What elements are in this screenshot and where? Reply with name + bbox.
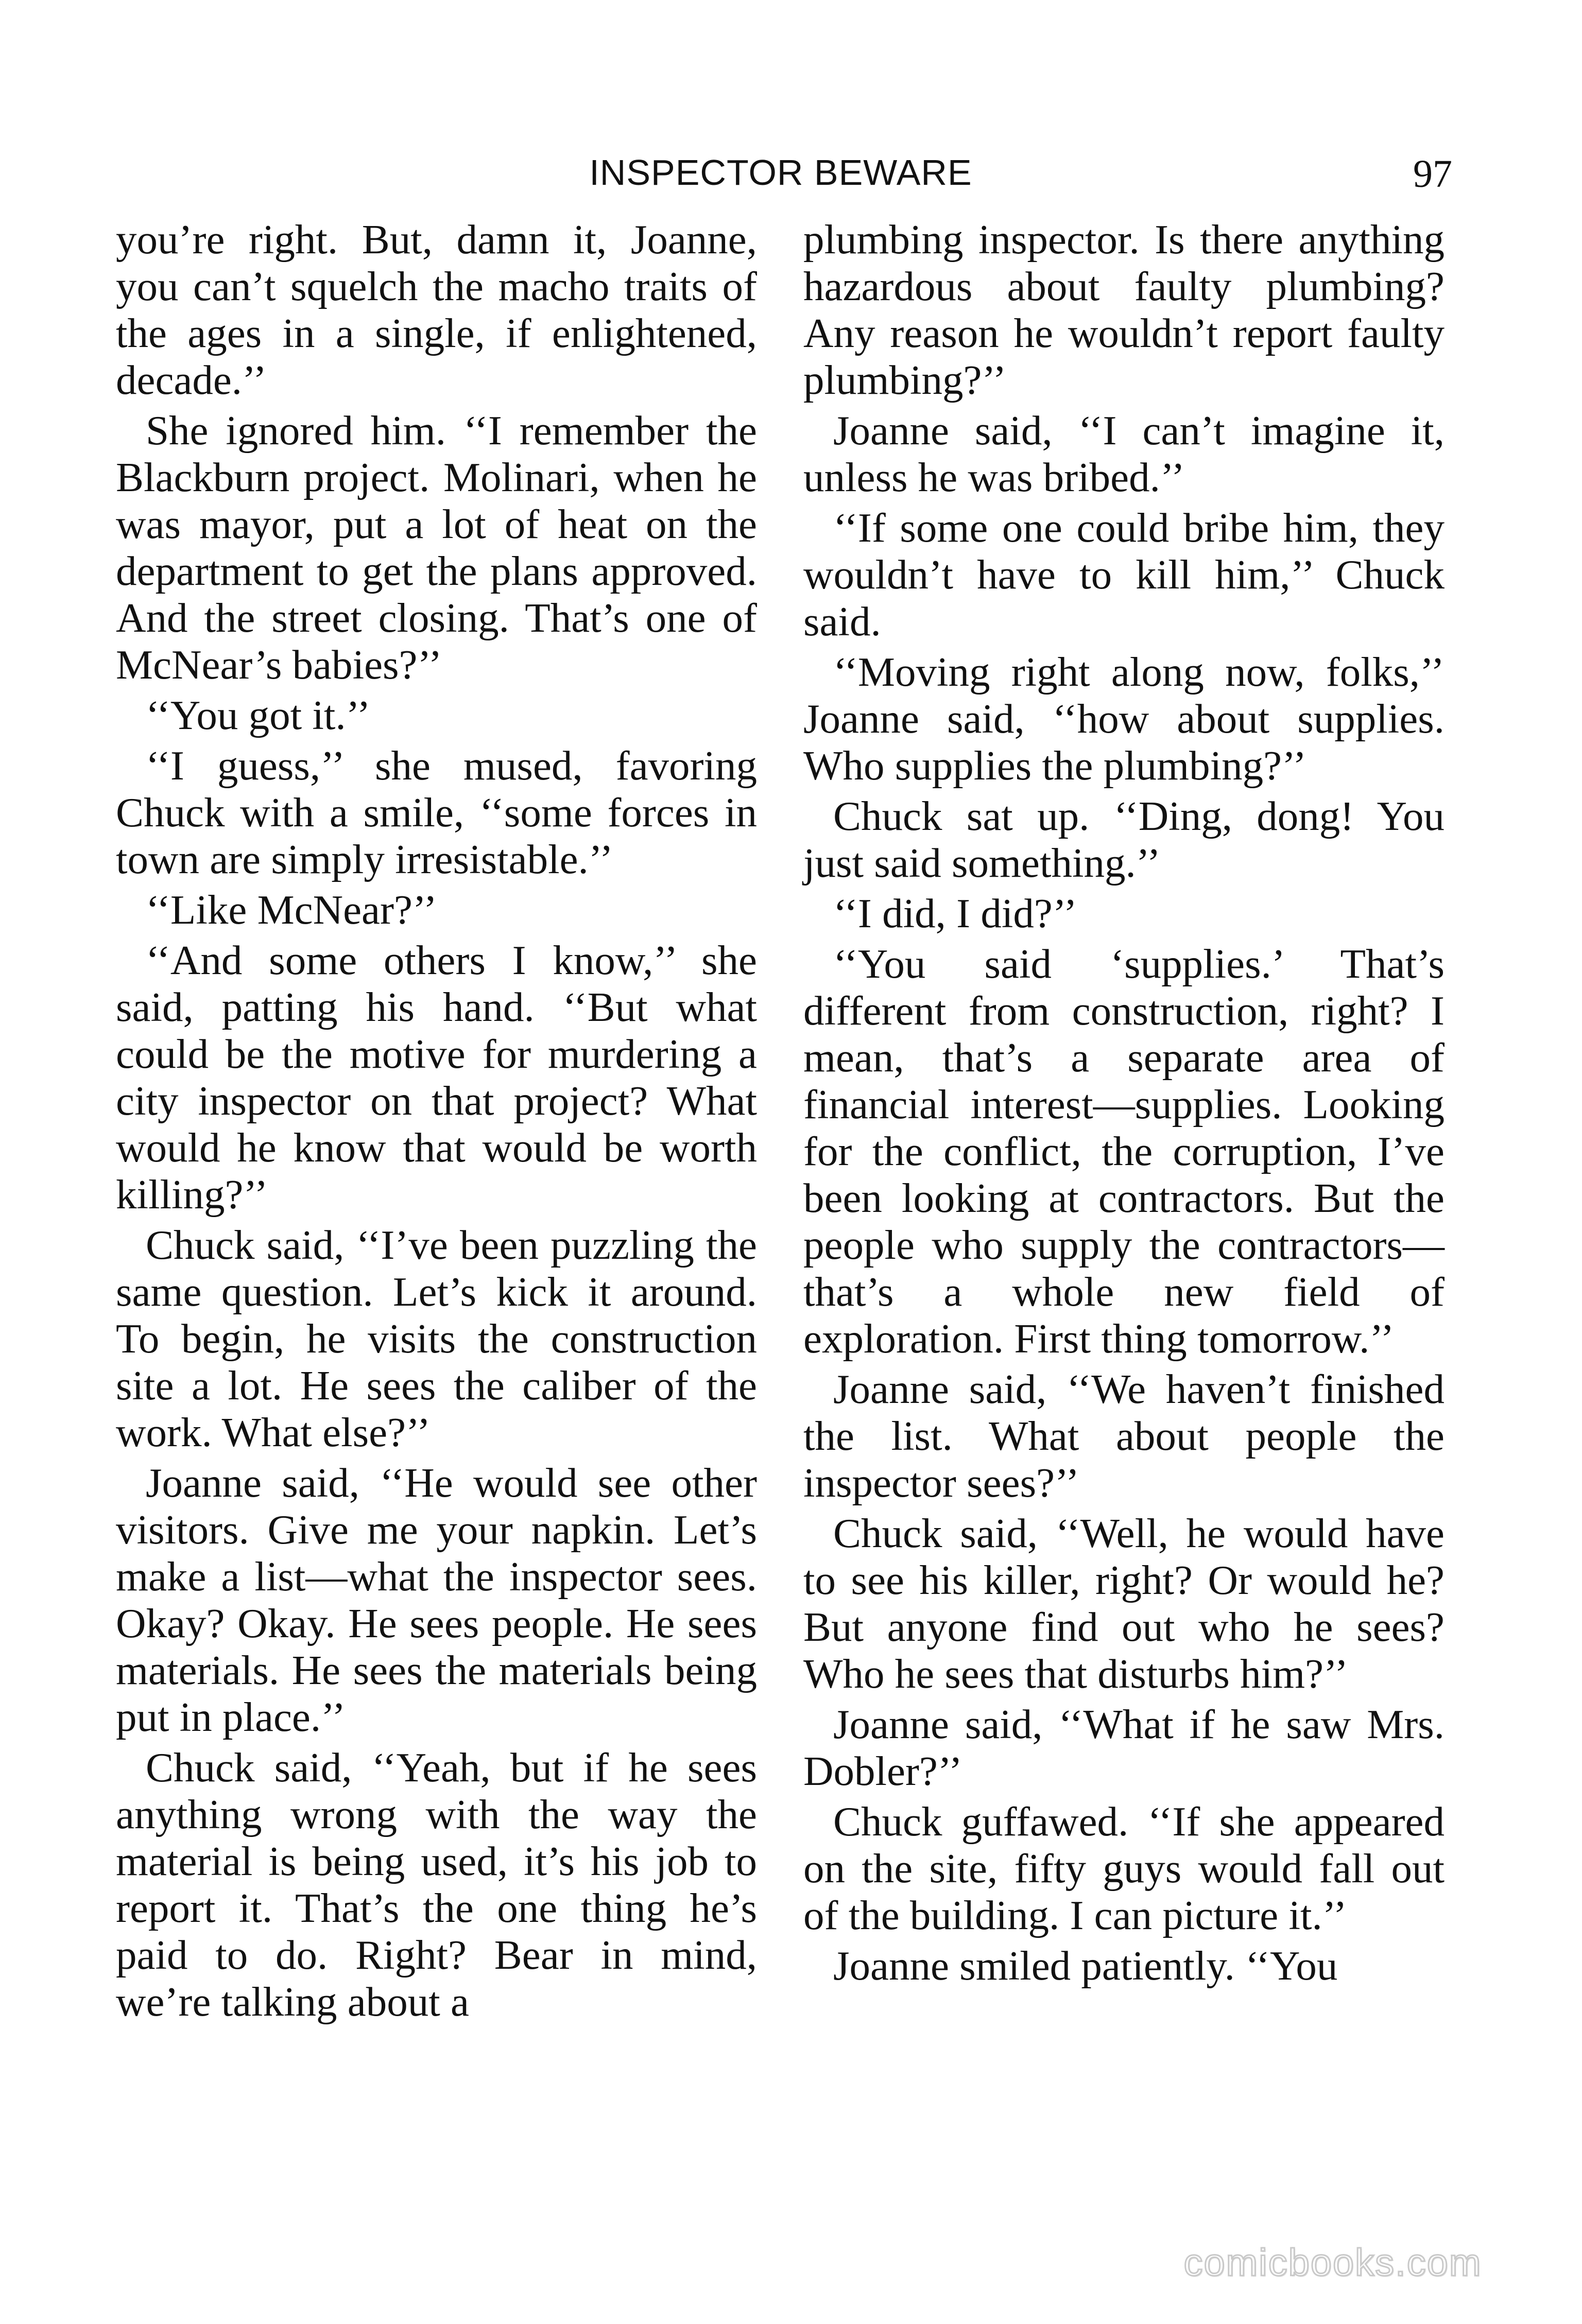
paragraph: ‘‘You said ‘supplies.’ That’s different from construction, right? I mean, that’s a separate area of financial interest—supplies. Looking for the conflict, the corruption, I’ve been looking at contractors. But the people who supply the contractors—that’s a whole new field of exploration. First thing tomorrow.’’ bbox=[803, 941, 1445, 1362]
paragraph: Joanne said, ‘‘I can’t imagine it, unless he was bribed.’’ bbox=[803, 407, 1445, 500]
paragraph: Joanne said, ‘‘He would see other visitors. Give me your napkin. Let’s make a list—what the inspector sees. Okay? Okay. He sees people. He sees materials. He sees the materials being put in place.’’ bbox=[116, 1460, 757, 1740]
paragraph: plumbing inspector. Is there anything hazardous about faulty plumbing? Any reason he wouldn’t report faulty plumbing?’’ bbox=[803, 216, 1445, 403]
text-column-right bbox=[803, 216, 1445, 1993]
paragraph: ‘‘I guess,’’ she mused, favoring Chuck with a smile, ‘‘some forces in town are simply irresistable.’’ bbox=[116, 742, 757, 882]
paragraph: ‘‘If some one could bribe him, they wouldn’t have to kill him,’’ Chuck said. bbox=[803, 505, 1445, 645]
watermark: comicbooks.com bbox=[1183, 2241, 1482, 2284]
paragraph: ‘‘Moving right along now, folks,’’ Joanne said, ‘‘how about supplies. Who supplies the plumbing?’’ bbox=[803, 649, 1445, 789]
paragraph: you’re right. But, damn it, Joanne, you can’t squelch the macho traits of the ages in a single, if enlightened, decade.’’ bbox=[116, 216, 757, 403]
paragraph: ‘‘Like McNear?’’ bbox=[146, 887, 437, 933]
paragraph: Chuck said, ‘‘Yeah, but if he sees anything wrong with the way the material is being used, it’s his job to report it. That’s the one thing he’s paid to do. Right? Bear in mind, we’re talking about a bbox=[116, 1744, 757, 2025]
text-column-left bbox=[116, 216, 757, 2029]
paragraph: ‘‘I did, I did?’’ bbox=[833, 890, 1077, 936]
paragraph: Joanne said, ‘‘What if he saw Mrs. Dobler?’’ bbox=[803, 1701, 1445, 1794]
running-title: INSPECTOR BEWARE bbox=[589, 152, 972, 193]
page-number: 97 bbox=[1413, 152, 1452, 196]
paragraph: Chuck sat up. ‘‘Ding, dong! You just said something.’’ bbox=[803, 793, 1445, 886]
paragraph: Chuck said, ‘‘Well, he would have to see his killer, right? Or would he? But anyone find out who he sees? Who he sees that disturbs him?’’ bbox=[803, 1510, 1445, 1697]
paragraph: ‘‘You got it.’’ bbox=[146, 692, 371, 738]
paragraph: Chuck guffawed. ‘‘If she appeared on the site, fifty guys would fall out of the building. I can picture it.’’ bbox=[803, 1798, 1445, 1938]
paragraph: Joanne said, ‘‘We haven’t finished the list. What about people the inspector sees?’’ bbox=[803, 1366, 1445, 1506]
paragraph: Chuck said, ‘‘I’ve been puzzling the same question. Let’s kick it around. To begin, he visits the construction site a lot. He sees the caliber of the work. What else?’’ bbox=[116, 1222, 757, 1455]
paragraph: Joanne smiled patiently. ‘‘You bbox=[833, 1943, 1338, 1989]
paragraph: ‘‘And some others I know,’’ she said, patting his hand. ‘‘But what could be the motive for murdering a city inspector on that project? What would he know that would be worth killing?’’ bbox=[116, 937, 757, 1218]
paragraph: She ignored him. ‘‘I remember the Blackburn project. Molinari, when he was mayor, put a lot of heat on the department to get the plans approved. And the street closing. That’s one of McNear’s babies?’’ bbox=[116, 407, 757, 688]
